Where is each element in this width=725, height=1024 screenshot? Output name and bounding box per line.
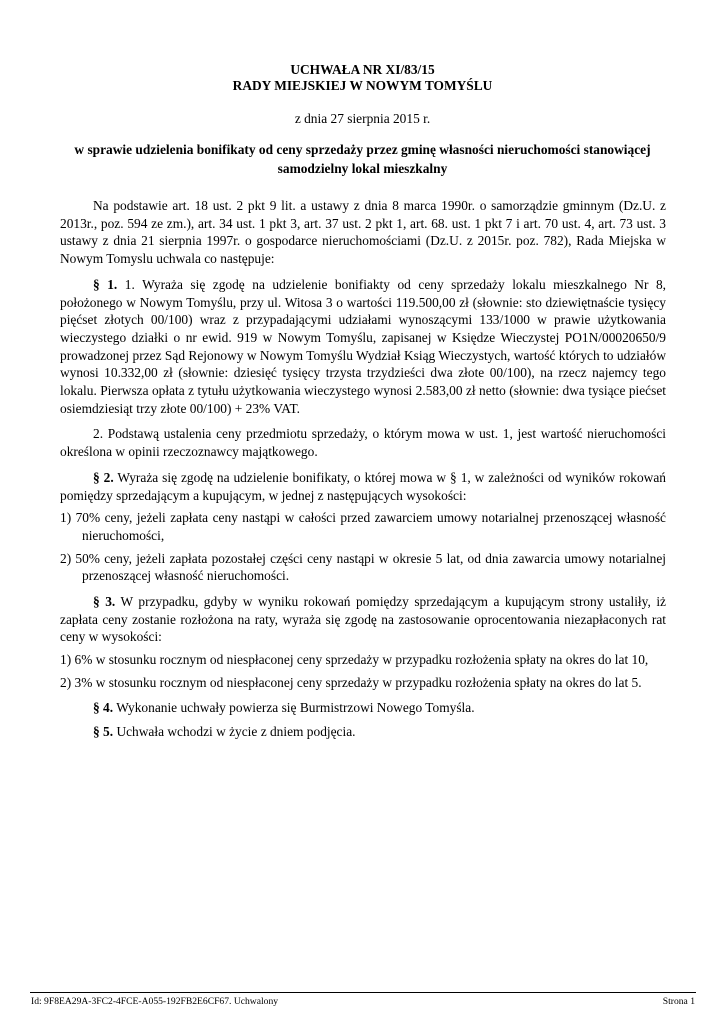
footer-divider: [30, 992, 696, 993]
council-name: RADY MIEJSKIEJ W NOWYM TOMYŚLU: [232, 78, 493, 93]
resolution-date: z dnia 27 sierpnia 2015 r.: [294, 111, 431, 126]
section-3-item-2: 2) 3% w stosunku rocznym od niespłaconej ceny sprzedaży w przypadku rozłożenia spłaty na okres do lat 5.: [60, 674, 642, 690]
resolution-subject: w sprawie udzielenia bonifikaty od ceny sprzedaży przez gminę własności nieruchomości stanowiącej samodzielny lokal mieszkalny: [74, 142, 651, 176]
section-2-item-2: 2) 50% ceny, jeżeli zapłata pozostałej części ceny nastąpi w okresie 5 lat, od dnia zawarcia umowy notarialnej przenoszącej własność nieruchomości.: [60, 550, 666, 584]
section-3-item-1: 1) 6% w stosunku rocznym od niespłaconej ceny sprzedaży w przypadku rozłożenia spłaty na okres do lat 10,: [60, 652, 649, 668]
section-1-label: § 1.: [93, 276, 118, 292]
section-3: [60, 593, 666, 646]
section-2-item-1: 1) 70% ceny, jeżeli zapłata ceny nastąpi w całości przed zawarciem umowy notarialnej przenoszącej własność nieruchomości,: [60, 510, 666, 543]
section-5-text: Uchwała wchodzi w życie z dniem podjęcia.: [113, 724, 356, 740]
section-5-label: § 5.: [93, 724, 114, 740]
section-4-label: § 4.: [93, 699, 114, 715]
section-3-text: W przypadku, gdyby w wyniku rokowań pomiędzy sprzedającym a kupującym strony ustaliły, iż zapłata ceny zostanie rozłożona na raty, wyraża się zgodę na zastosowanie oprocentowania niezapłaconych rat ceny w wysokości:: [60, 594, 666, 645]
section-2: [60, 469, 666, 504]
resolution-body: [60, 197, 666, 741]
page-number: Strona 1: [662, 996, 695, 1007]
section-1-paragraph-2: 2. Podstawą ustalenia ceny przedmiotu sprzedaży, o którym mowa w ust. 1, jest wartość nieruchomości określona w opinii rzeczoznawcy majątkowego.: [60, 426, 666, 460]
section-4-text: Wykonanie uchwały powierza się Burmistrzowi Nowego Tomyśla.: [113, 699, 475, 715]
section-5: [60, 723, 666, 741]
section-4: [60, 699, 666, 717]
section-1-text: 1. Wyraża się zgodę na udzielenie bonifiakty od ceny sprzedaży lokalu mieszkalnego Nr 8, położonego w Nowym Tomyślu, przy ul. Witosa 3 o wartości 119.500,00 zł (słownie: sto dziewiętnaście tysięcy pięćset złotych 00/100) wraz z przypadającymi udziałami wynoszącymi 133/1000 w prawie użytkowania wieczystego działki o nr ewid. 919 w Nowym Tomyślu, zapisanej w Księdze Wieczystej PO1N/00020650/9 prowadzonej przez Sąd Rejonowy w Nowym Tomyślu Wydział Ksiąg Wieczystych, wartość których to udziałów wynosi 10.332,00 zł (słownie: dziesięć tysięcy trzysta trzydzieści dwa złote 00/100), na rzecz najemcy tego lokalu. Pierwsza opłata z tytułu użytkowania wieczystego wynosi 2.583,00 zł netto (słownie: dwa tysiące piećset osiemdziesiąt trzy złote 00/100) + 23% VAT.: [60, 276, 666, 416]
section-2-text: Wyraża się zgodę na udzielenie bonifikaty, o której mowa w § 1, w zależności od wyników rokowań pomiędzy sprzedającym a kupującym, w jednej z następujących wysokości:: [60, 469, 666, 503]
preamble: Na podstawie art. 18 ust. 2 pkt 9 lit. a ustawy z dnia 8 marca 1990r. o samorządzie gminnym (Dz.U. z 2013r., poz. 594 ze zm.), art. 34 ust. 1 pkt 3, art. 37 ust. 2 pkt 1, art. 68. ust. 1 pkt 7 i art. 70 ust. 4, art. 73 ust. 3 ustawy z dnia 21 sierpnia 1997r. o gospodarce nieruchomościami (Dz.U. z 2015r. poz. 782), Rada Miejska w Nowym Tomyslu uchwala co następuje:: [60, 198, 666, 267]
section-1-paragraph-1: [60, 276, 666, 418]
document-id: Id: 9F8EA29A-3FC2-4FCE-A055-192FB2E6CF67. Uchwalony: [31, 996, 279, 1007]
resolution-number: UCHWAŁA NR XI/83/15: [290, 62, 435, 77]
section-2-label: § 2.: [93, 469, 114, 485]
section-3-label: § 3.: [93, 594, 116, 610]
